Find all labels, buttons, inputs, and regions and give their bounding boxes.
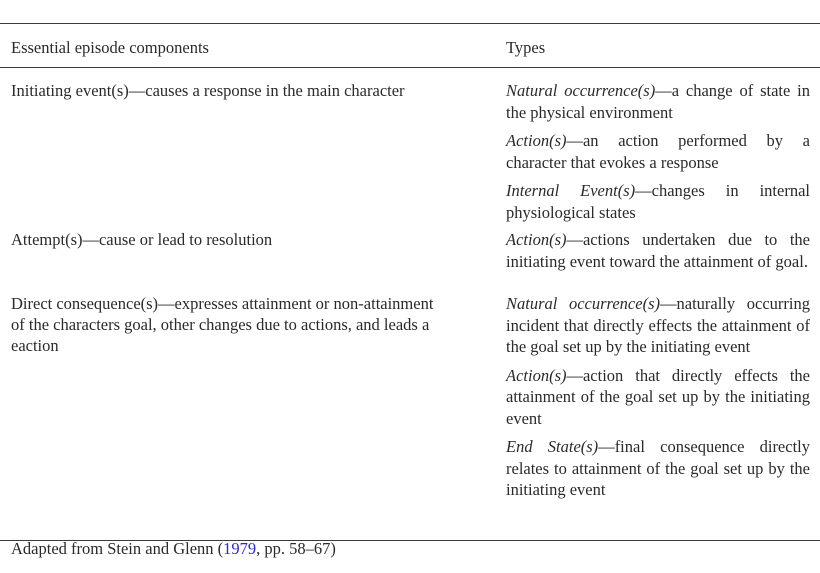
component-cell: Initiating event(s)—causes a response in the main character	[11, 81, 405, 100]
table-body	[0, 68, 820, 540]
type-description: —an action performed by a character that evokes a response	[506, 131, 810, 172]
type-description: —final consequence directly relates to attainment of the goal set up by the initiating event	[506, 437, 811, 499]
citation-year-link[interactable]: 1979	[223, 539, 257, 558]
types-cell	[506, 229, 810, 279]
table-header	[0, 24, 820, 67]
types-cell	[506, 293, 810, 508]
type-label: End State(s)	[506, 437, 599, 456]
type-entry	[506, 180, 810, 223]
type-label: Natural occurrence(s)	[506, 81, 656, 100]
header-components: Essential episode components	[11, 38, 209, 57]
footnote-prefix: Adapted from Stein and Glenn (	[11, 539, 224, 558]
type-description: —action that directly effects the attainment of the goal set up by the initiating event	[506, 365, 810, 428]
type-label: Natural occurrence(s)	[506, 294, 660, 313]
type-entry	[506, 365, 810, 430]
header-types: Types	[506, 38, 546, 57]
type-label: Action(s)	[506, 230, 567, 249]
episode-components-table	[0, 23, 820, 541]
type-entry	[506, 293, 810, 358]
type-label: Internal Event(s)	[506, 181, 636, 200]
type-label: Action(s)	[506, 365, 567, 385]
component-cell: Direct consequence(s)—expresses attainment or non-attainment of the characters goal, other changes due to actions, and leads a eaction	[11, 294, 434, 355]
footnote-suffix: , pp. 58–67)	[256, 539, 336, 558]
table-footnote	[11, 538, 336, 560]
type-description: —actions undertaken due to the initiating event toward the attainment of goal.	[506, 230, 810, 271]
type-entry	[506, 80, 810, 123]
type-entry	[506, 436, 810, 501]
type-description: —naturally occurring incident that directly effects the attainment of the goal set up by the initiating event	[506, 294, 810, 356]
type-description: —a change of state in the physical environment	[506, 81, 811, 122]
types-cell	[506, 80, 810, 230]
component-cell: Attempt(s)—cause or lead to resolution	[11, 230, 273, 249]
type-description: —changes in internal physiological states	[506, 181, 810, 222]
type-entry	[506, 130, 810, 173]
type-label: Action(s)	[506, 131, 567, 150]
type-entry	[506, 229, 810, 272]
